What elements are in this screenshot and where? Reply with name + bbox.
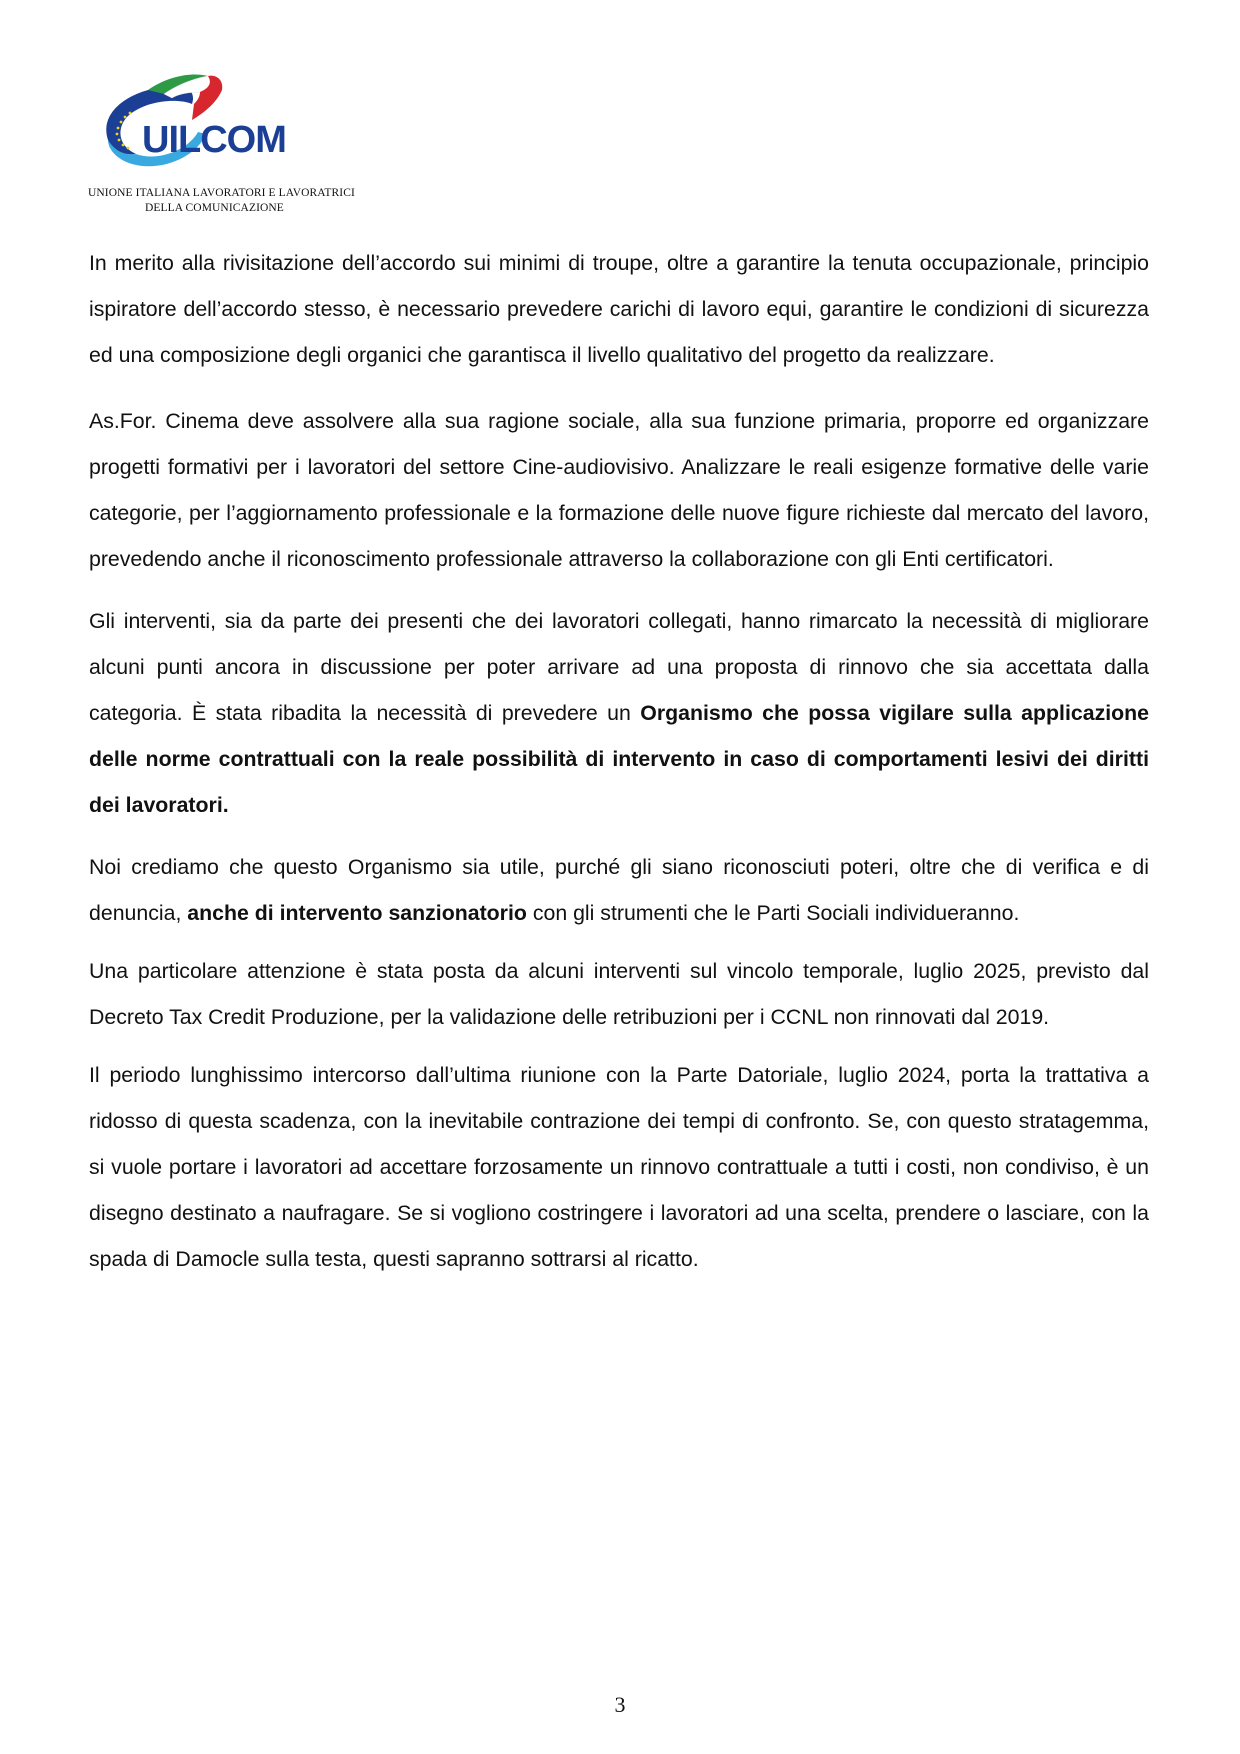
uilcom-logo <box>88 70 308 180</box>
paragraph-interventions <box>89 598 1149 828</box>
document-body <box>89 240 1149 1282</box>
paragraph-organism <box>89 844 1149 936</box>
paragraph-negotiation-period: Il periodo lunghissimo intercorso dall’ultima riunione con la Parte Datoriale, luglio 2024, porta la trattativa a ridosso di questa scadenza, con la inevitabile contrazione dei tempi di confronto. Se, con questo stratagemma, si vuole portare i lavoratori ad accettare forzosamente un rinnovo contrattuale a tutti i costi, non condiviso, è un disegno destinato a naufragare. Se si vogliono costringere i lavoratori ad una scelta, prendere o lasciare, con la spada di Damocle sulla testa, questi sapranno sottrarsi al ricatto. <box>89 1063 1149 1271</box>
paragraph-organism-start: Noi crediamo che questo Organismo sia utile, purché gli siano riconosciuti poteri, oltre che di verifica e di denuncia, <box>89 855 1149 925</box>
logo-subtitle <box>88 186 398 216</box>
uilcom-logo-block <box>88 70 408 220</box>
paragraph-organism-bold: anche di intervento sanzionatorio <box>187 901 527 925</box>
paragraph-interventions-text: Gli interventi, sia da parte dei presenti che dei lavoratori collegati, hanno rimarcato la necessità di migliorare alcuni punti ancora in discussione per poter arrivare ad una proposta di rinnovo che sia accettata dalla categoria. È stata ribadita la necessità di prevedere un <box>89 609 1149 725</box>
paragraph-troupe-minimums: In merito alla rivisitazione dell’accordo sui minimi di troupe, oltre a garantire la tenuta occupazionale, principio ispiratore dell’accordo stesso, è necessario prevedere carichi di lavoro equi, garantire le condizioni di sicurezza ed una composizione degli organici che garantisca il livello qualitativo del progetto da realizzare. <box>89 251 1149 367</box>
logo-wordmark: UILCOM <box>142 119 286 161</box>
paragraph-interventions-bold: Organismo che possa vigilare sulla applicazione delle norme contrattuali con la reale possibilità di intervento in caso di comportamenti lesivi dei diritti dei lavoratori. <box>89 701 1149 817</box>
paragraph-asfor-cinema: As.For. Cinema deve assolvere alla sua ragione sociale, alla sua funzione primaria, proporre ed organizzare progetti formativi per i lavoratori del settore Cine-audiovisivo. Analizzare le reali esigenze formative delle varie categorie, per l’aggiornamento professionale e la formazione delle nuove figure richieste dal mercato del lavoro, prevedendo anche il riconoscimento professionale attraverso la collaborazione con gli Enti certificatori. <box>89 409 1149 571</box>
logo-subtitle-line2: DELLA COMUNICAZIONE <box>145 202 284 214</box>
paragraph-organism-end: con gli strumenti che le Parti Sociali individueranno. <box>526 901 1020 925</box>
paragraph-time-constraint: Una particolare attenzione è stata posta da alcuni interventi sul vincolo temporale, luglio 2025, previsto dal Decreto Tax Credit Produzione, per la validazione delle retribuzioni per i CCNL non rinnovati dal 2019. <box>89 959 1149 1029</box>
logo-subtitle-line1: UNIONE ITALIANA LAVORATORI E LAVORATRICI <box>88 187 355 199</box>
page-number: 3 <box>614 1692 626 1717</box>
